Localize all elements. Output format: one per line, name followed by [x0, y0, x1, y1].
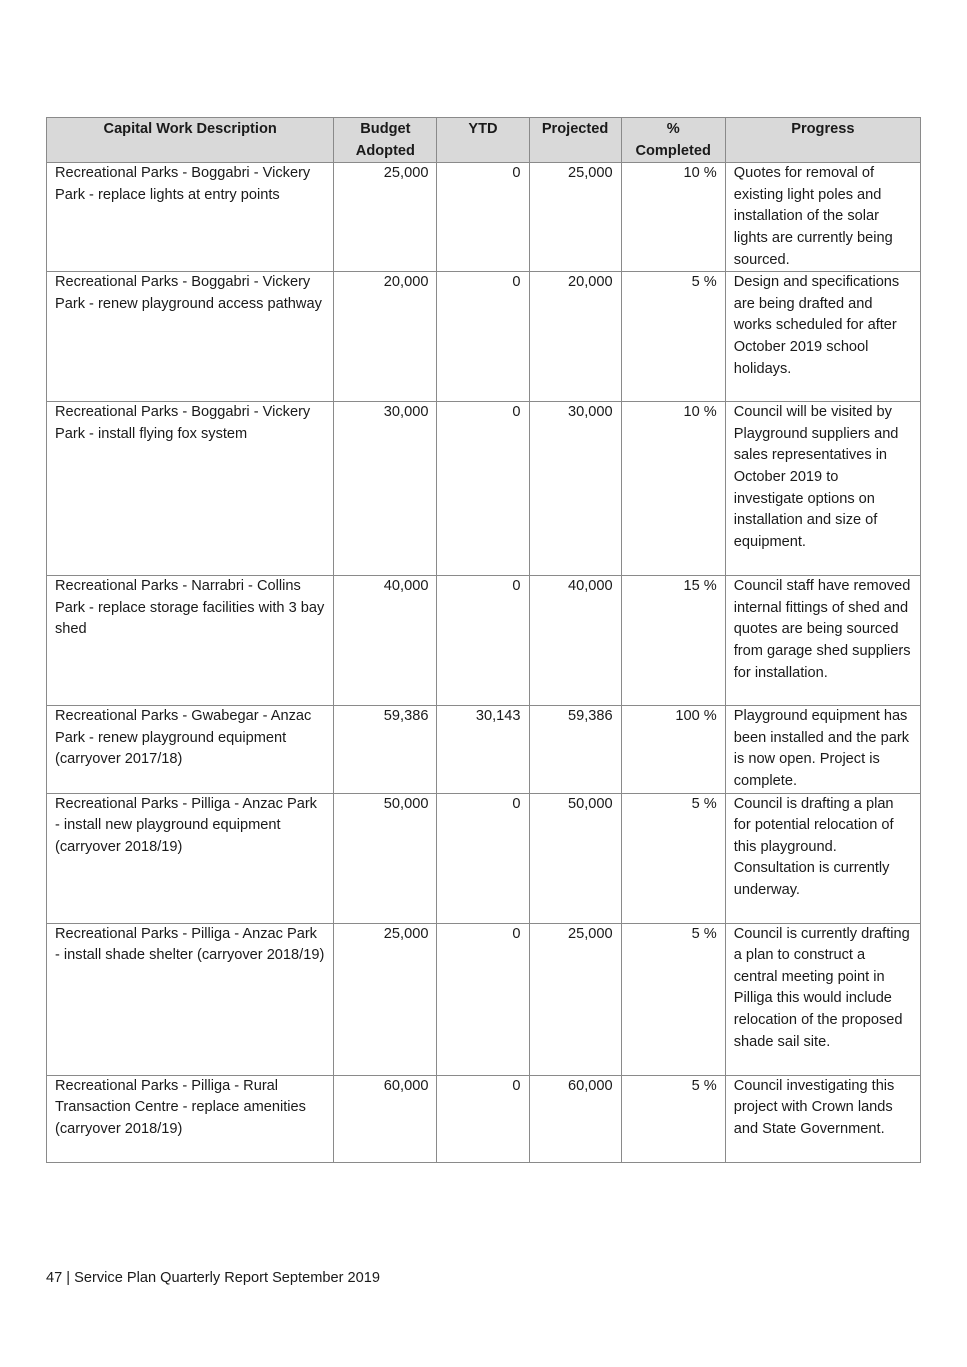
cell-progress: Quotes for removal of existing light poles and installation of the solar lights are currently being sourced. [725, 163, 920, 272]
cell-ytd: 0 [437, 793, 529, 923]
cell-progress: Council investigating this project with Crown lands and State Government. [725, 1075, 920, 1162]
cell-projected: 20,000 [529, 272, 621, 402]
cell-completed: 10 % [621, 163, 725, 272]
header-percent-completed [621, 118, 725, 163]
cell-budget: 40,000 [334, 576, 437, 706]
header-row [47, 118, 921, 163]
table-row [47, 272, 921, 402]
cell-description: Recreational Parks - Boggabri - Vickery Park - replace lights at entry points [47, 163, 334, 272]
cell-ytd: 0 [437, 163, 529, 272]
capital-works-table [46, 117, 921, 1163]
cell-budget: 50,000 [334, 793, 437, 923]
cell-ytd: 0 [437, 923, 529, 1075]
cell-budget: 25,000 [334, 163, 437, 272]
cell-progress: Council is drafting a plan for potential relocation of this playground. Consultation is currently underway. [725, 793, 920, 923]
cell-projected: 50,000 [529, 793, 621, 923]
cell-completed: 5 % [621, 793, 725, 923]
cell-completed: 100 % [621, 706, 725, 793]
cell-description: Recreational Parks - Pilliga - Rural Transaction Centre - replace amenities (carryover 2018/19) [47, 1075, 334, 1162]
header-budget-adopted [334, 118, 437, 163]
cell-description: Recreational Parks - Gwabegar - Anzac Park - renew playground equipment (carryover 2017/18) [47, 706, 334, 793]
cell-completed: 15 % [621, 576, 725, 706]
header-pct-line1: % [666, 121, 680, 137]
cell-completed: 5 % [621, 1075, 725, 1162]
cell-ytd: 0 [437, 272, 529, 402]
cell-projected: 25,000 [529, 923, 621, 1075]
cell-description: Recreational Parks - Narrabri - Collins Park - replace storage facilities with 3 bay shed [47, 576, 334, 706]
page-footer [46, 1268, 380, 1288]
header-description: Capital Work Description [47, 118, 334, 163]
cell-ytd: 0 [437, 1075, 529, 1162]
cell-description: Recreational Parks - Pilliga - Anzac Park - install new playground equipment (carryover 2018/19) [47, 793, 334, 923]
cell-ytd: 0 [437, 576, 529, 706]
cell-description: Recreational Parks - Boggabri - Vickery Park - renew playground access pathway [47, 272, 334, 402]
cell-progress: Council staff have removed internal fittings of shed and quotes are being sourced from garage shed suppliers for installation. [725, 576, 920, 706]
cell-projected: 60,000 [529, 1075, 621, 1162]
table-header [47, 118, 921, 163]
cell-projected: 40,000 [529, 576, 621, 706]
cell-budget: 20,000 [334, 272, 437, 402]
footer-separator: | [66, 1270, 71, 1286]
cell-progress: Design and specifications are being drafted and works scheduled for after October 2019 school holidays. [725, 272, 920, 402]
cell-budget: 25,000 [334, 923, 437, 1075]
header-projected: Projected [529, 118, 621, 163]
page-number: 47 [46, 1270, 63, 1286]
cell-ytd: 0 [437, 402, 529, 576]
table-body [47, 163, 921, 1162]
cell-description: Recreational Parks - Boggabri - Vickery Park - install flying fox system [47, 402, 334, 576]
cell-description: Recreational Parks - Pilliga - Anzac Park - install shade shelter (carryover 2018/19) [47, 923, 334, 1075]
cell-budget: 30,000 [334, 402, 437, 576]
header-ytd: YTD [437, 118, 529, 163]
cell-completed: 5 % [621, 923, 725, 1075]
table-row [47, 923, 921, 1075]
table-row [47, 402, 921, 576]
cell-progress: Playground equipment has been installed and the park is now open. Project is complete. [725, 706, 920, 793]
cell-projected: 25,000 [529, 163, 621, 272]
cell-completed: 5 % [621, 272, 725, 402]
cell-progress: Council is currently drafting a plan to construct a central meeting point in Pilliga this would include relocation of the proposed shade sail site. [725, 923, 920, 1075]
cell-completed: 10 % [621, 402, 725, 576]
cell-projected: 30,000 [529, 402, 621, 576]
table-row [47, 793, 921, 923]
table-row [47, 576, 921, 706]
cell-ytd: 30,143 [437, 706, 529, 793]
cell-progress: Council will be visited by Playground suppliers and sales representatives in October 2019 to investigate options on installation and size of equipment. [725, 402, 920, 576]
header-progress: Progress [725, 118, 920, 163]
header-pct-line2: Completed [635, 142, 711, 159]
header-budget-line2: Adopted [355, 142, 415, 159]
cell-projected: 59,386 [529, 706, 621, 793]
header-budget-line1: Budget [360, 121, 411, 137]
cell-budget: 60,000 [334, 1075, 437, 1162]
table-row [47, 163, 921, 272]
cell-budget: 59,386 [334, 706, 437, 793]
table-row [47, 1075, 921, 1162]
table-row [47, 706, 921, 793]
report-title: Service Plan Quarterly Report September 2019 [74, 1270, 380, 1286]
